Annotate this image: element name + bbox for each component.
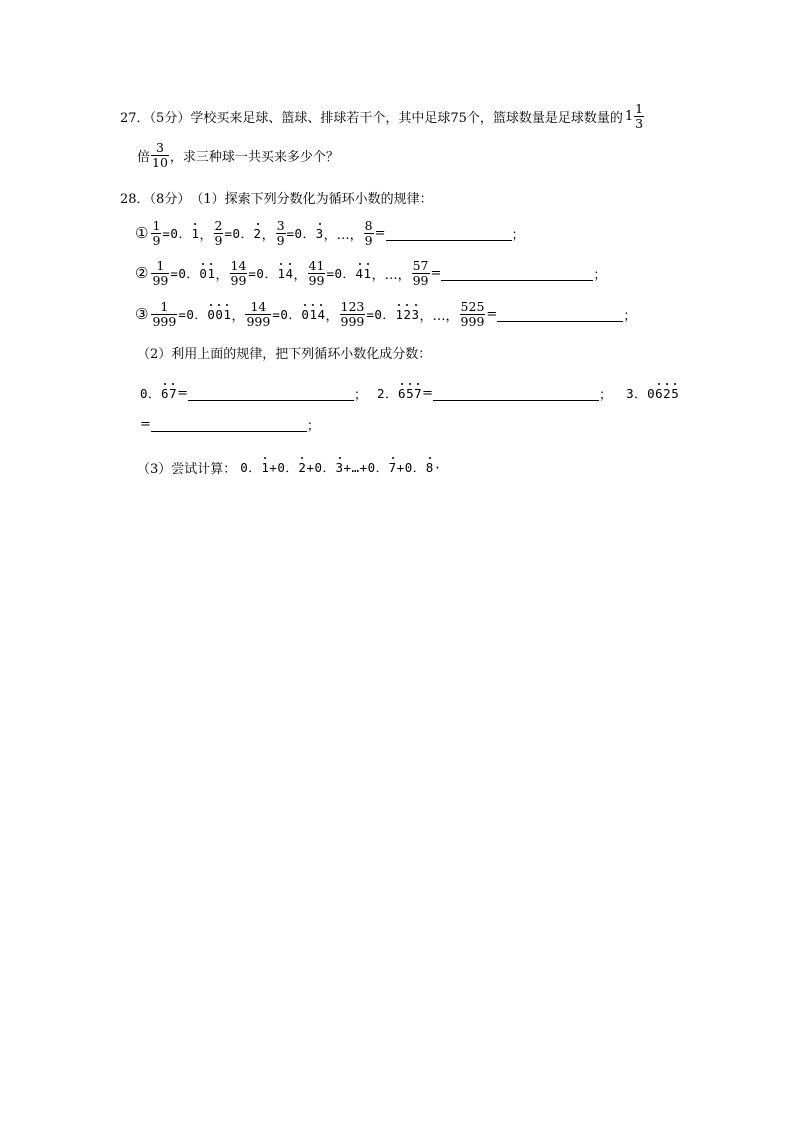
- row3-answer-blank[interactable]: [497, 307, 623, 322]
- p2a-answer-blank[interactable]: [188, 386, 354, 401]
- part3-expression: 0．1+0．2+0．3+…+0．7+0．8·: [240, 460, 442, 475]
- q27-number: 27．（5分）: [120, 110, 191, 126]
- row3-value2: =0．014: [272, 307, 326, 322]
- row1-frac1: $\frac{1}{9}$: [152, 217, 161, 248]
- row2-value2: =0．14: [248, 266, 294, 281]
- q28-row1: ① $\frac{1}{9}$ =0．1 ， $\frac{2}{9}$ =0．2 ， $\frac{3}{9}$ =0．3 ，…， $\frac{8}{9}$ = ；: [135, 217, 525, 248]
- row2-equals: =: [430, 265, 442, 281]
- part3-title: （3）尝试计算：: [137, 461, 237, 477]
- q28-row3: ③ $\frac{1}{999}$ =0．001 ， $\frac{14}{999}$ =0．014 ， $\frac{123}{999}$ =0．123 ，…， $\frac{525}{999}$ = ；: [135, 298, 637, 329]
- q27-line1: [120, 100, 645, 132]
- row1-frac4: $\frac{8}{9}$: [364, 217, 373, 248]
- p2a-decimal: 0．67: [140, 386, 178, 401]
- p2c-answer-blank[interactable]: [151, 417, 307, 432]
- row1-frac2: $\frac{2}{9}$: [214, 217, 223, 248]
- q27-text-b: 倍: [137, 149, 151, 165]
- row3-frac2: $\frac{14}{999}$: [246, 298, 271, 329]
- row2-frac1: $\frac{1}{99}$: [152, 257, 169, 288]
- p2a-equals: =: [177, 385, 188, 401]
- q28-header: [120, 188, 433, 206]
- q28-part3: [137, 456, 442, 478]
- p2b-equals: =: [422, 385, 434, 401]
- row2-frac4: $\frac{57}{99}$: [412, 257, 429, 288]
- q28-part2-line1: 0．67 = ； 2．657 = ； 3．0625: [140, 385, 680, 403]
- row1-value3: =0．3: [286, 226, 324, 241]
- row1-mark: ①: [135, 224, 149, 242]
- row3-frac4: $\frac{525}{999}$: [460, 298, 485, 329]
- row2-frac3: $\frac{41}{99}$: [308, 257, 325, 288]
- row2-ellipsis: ，…，: [371, 267, 411, 283]
- row3-frac3: $\frac{123}{999}$: [340, 298, 365, 329]
- row1-answer-blank[interactable]: [386, 226, 512, 241]
- row1-value1: =0．1: [162, 226, 200, 241]
- p2b-answer-blank[interactable]: [433, 386, 599, 401]
- q27-fraction: $\frac{3}{10}$: [152, 139, 168, 170]
- row3-equals: =: [486, 306, 498, 322]
- row3-ellipsis: ，…，: [419, 308, 459, 324]
- row1-ellipsis: ，…，: [323, 227, 363, 243]
- q27-text-c: ，求三种球一共买来多少个？: [169, 149, 339, 165]
- row1-frac3: $\frac{3}{9}$: [276, 217, 285, 248]
- row1-equals: =: [374, 225, 386, 241]
- p2c-equals: =: [140, 416, 151, 432]
- row2-value1: =0．01: [170, 266, 216, 281]
- q27-mixed-fraction: $\frac{1}{3}$: [635, 100, 644, 131]
- row2-value3: =0．41: [326, 266, 372, 281]
- row3-frac1: $\frac{1}{999}$: [152, 298, 177, 329]
- row2-mark: ②: [135, 264, 149, 282]
- q28-number: 28．（8分）: [120, 191, 191, 207]
- row3-mark: ③: [135, 305, 149, 323]
- row3-value3: =0．123: [366, 307, 420, 322]
- row1-value2: =0．2: [224, 226, 262, 241]
- row2-answer-blank[interactable]: [441, 266, 593, 281]
- q28-part2-line2: = ；: [140, 416, 320, 434]
- q27-text-a: 学校买来足球、篮球、排球若干个，其中足球75个，篮球数量是足球数量的: [190, 110, 623, 126]
- q27-line2: [137, 139, 339, 171]
- row2-frac2: $\frac{14}{99}$: [230, 257, 247, 288]
- q28-part2-title: （2）利用上面的规律，把下列循环小数化成分数：: [137, 346, 432, 362]
- q27-mixed-whole: 1: [624, 108, 634, 124]
- row3-value1: =0．001: [178, 307, 232, 322]
- q28-row2: ② $\frac{1}{99}$ =0．01 ， $\frac{14}{99}$ =0．14 ， $\frac{41}{99}$ =0．41 ，…， $\frac{57}{99}$ = ；: [135, 257, 607, 288]
- q28-part1-title: （1）探索下列分数化为循环小数的规律：: [190, 191, 433, 207]
- p2c-decimal: 3．0625: [626, 386, 680, 401]
- p2b-decimal: 2．657: [377, 386, 423, 401]
